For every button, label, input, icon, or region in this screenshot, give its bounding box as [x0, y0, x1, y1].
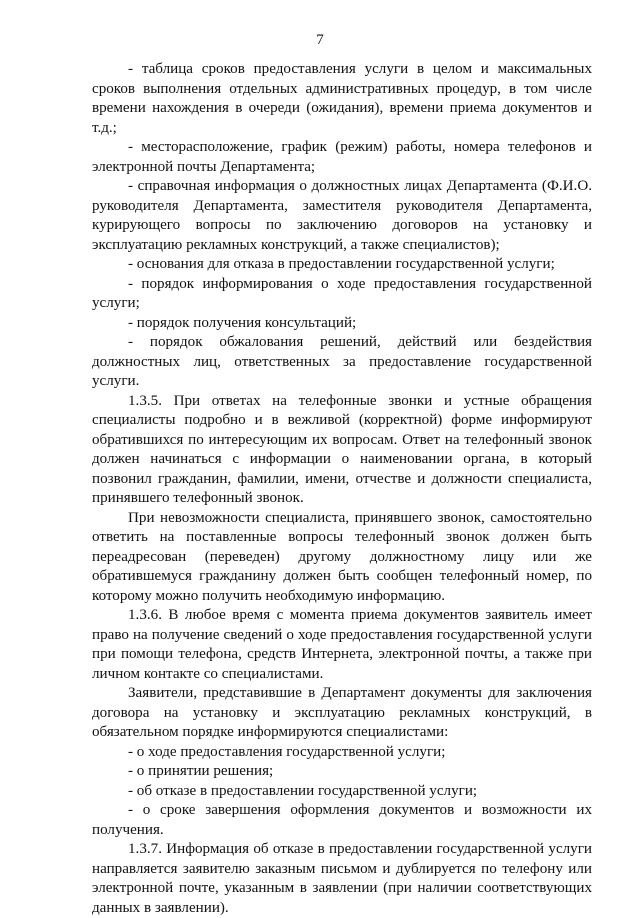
list-item-refusal: - об отказе в предоставлении государственной услуги;: [128, 782, 478, 799]
list-item-progress: - о ходе предоставления государственной услуги;: [128, 743, 446, 760]
paragraph-call-redirect: При невозможности специалиста, принявшего звонок, самостоятельно ответить на поставленные вопросы телефонный звонок должен быть переадресован (переведен) другому должностному лицу или же обратившемуся гражданину должен быть сообщен телефонный номер, по которому можно получить необходимую информацию.: [92, 509, 592, 604]
paragraph-officials-info: - справочная информация о должностных лицах Департамента (Ф.И.О. руководителя Департамента, заместителя руководителя Департамента, курирующего вопросы по заключению договоров на установку и эксплуатацию рекламных конструкций, а также специалистов);: [92, 178, 592, 253]
document-body: [92, 60, 592, 918]
paragraph-schedule-table: - таблица сроков предоставления услуги в целом и максимальных сроков выполнения отдельных административных процедур, в том числе времени нахождения в очереди (ожидания), времени приема документов и т.д.;: [92, 61, 592, 136]
paragraph-1-3-6: 1.3.6. В любое время с момента приема документов заявитель имеет право на получение сведений о ходе предоставления государственной услуги при помощи телефона, средств Интернета, электронной почты, а также при личном контакте со специалистами.: [92, 607, 592, 682]
list-item-decision: - о принятии решения;: [128, 763, 274, 779]
paragraph-appeal-order: - порядок обжалования решений, действий или бездействия должностных лиц, ответственных за предоставление государственной услуги.: [92, 334, 592, 389]
paragraph-refusal-grounds: - основания для отказа в предоставлении государственной услуги;: [128, 256, 555, 272]
page-number: 7: [316, 32, 324, 48]
paragraph-consultations: - порядок получения консультаций;: [128, 314, 357, 331]
paragraph-1-3-7: 1.3.7. Информация об отказе в предоставлении государственной услуги направляется заявителю заказным письмом и дублируется по телефону или электронной почте, указанным в заявлении (при наличии соответствующих данных в заявлении).: [92, 841, 592, 916]
list-item-completion-term: - о сроке завершения оформления документов и возможности их получения.: [92, 802, 592, 838]
paragraph-applicants-informed: Заявители, представившие в Департамент документы для заключения договора на установку и эксплуатацию рекламных конструкций, в обязательном порядке информируются специалистами:: [92, 685, 592, 740]
paragraph-location-contacts: - месторасположение, график (режим) работы, номера телефонов и электронной почты Департамента;: [92, 139, 592, 175]
paragraph-informing-order: - порядок информирования о ходе предоставления государственной услуги;: [92, 275, 592, 311]
paragraph-1-3-5: 1.3.5. При ответах на телефонные звонки и устные обращения специалисты подробно и в вежливой (корректной) форме информируют обратившихся по интересующим их вопросам. Ответ на телефонный звонок должен начинаться с информации о наименовании органа, в который позвонил гражданин, фамилии, имени, отчестве и должности специалиста, принявшего телефонный звонок.: [92, 392, 592, 506]
